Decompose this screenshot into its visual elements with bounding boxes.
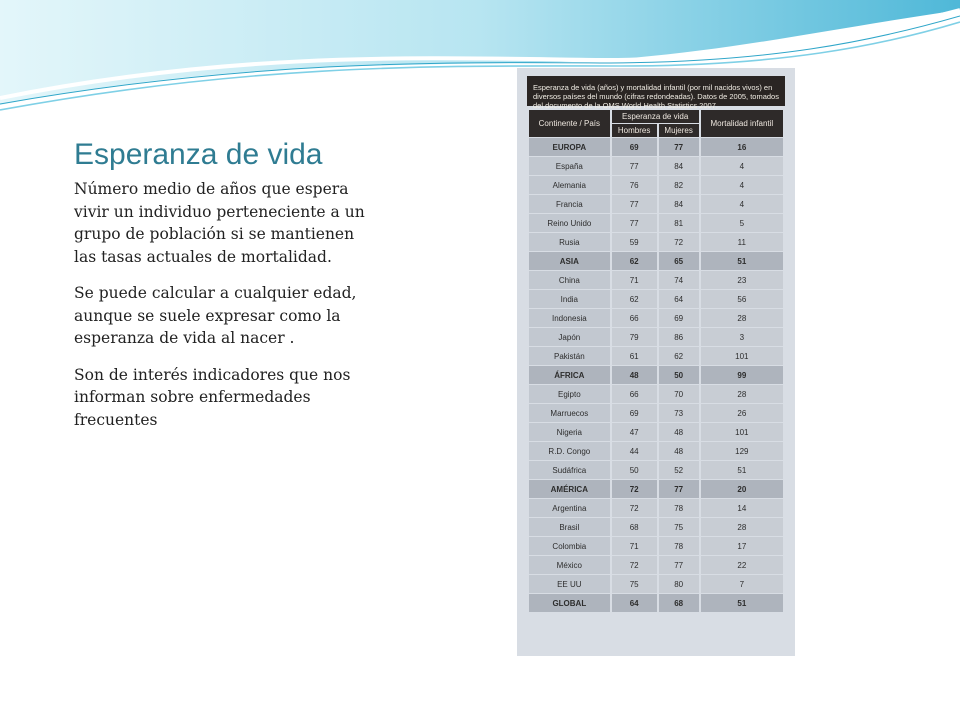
country-cell: EUROPA	[529, 138, 610, 156]
men-value: 66	[612, 309, 657, 327]
women-value: 84	[659, 195, 699, 213]
life-expectancy-table	[527, 109, 785, 613]
table-row	[529, 518, 783, 536]
table-row	[529, 442, 783, 460]
women-value: 78	[659, 499, 699, 517]
mortality-value: 28	[701, 518, 783, 536]
country-cell: Brasil	[529, 518, 610, 536]
women-value: 50	[659, 366, 699, 384]
header-wave-decoration	[0, 0, 960, 120]
women-value: 70	[659, 385, 699, 403]
mortality-value: 14	[701, 499, 783, 517]
slide-title: Esperanza de vida	[74, 138, 323, 171]
definition-paragraph: Número medio de años que espera vivir un individuo perteneciente a un grupo de población si se mantienen las tasas actuales de mortalidad.	[74, 180, 365, 266]
women-value: 77	[659, 138, 699, 156]
men-value: 72	[612, 556, 657, 574]
mortality-value: 28	[701, 385, 783, 403]
mortality-value: 101	[701, 423, 783, 441]
mortality-value: 26	[701, 404, 783, 422]
mortality-value: 51	[701, 594, 783, 612]
country-cell: Marruecos	[529, 404, 610, 422]
men-value: 69	[612, 138, 657, 156]
women-value: 82	[659, 176, 699, 194]
women-value: 78	[659, 537, 699, 555]
men-value: 64	[612, 594, 657, 612]
table-row	[529, 556, 783, 574]
country-cell: Colombia	[529, 537, 610, 555]
men-value: 68	[612, 518, 657, 536]
women-value: 77	[659, 480, 699, 498]
men-value: 62	[612, 290, 657, 308]
country-cell: India	[529, 290, 610, 308]
life-expectancy-header: Esperanza de vida	[612, 110, 699, 123]
table-row	[529, 176, 783, 194]
table-row	[529, 271, 783, 289]
men-value: 47	[612, 423, 657, 441]
mortality-value: 4	[701, 157, 783, 175]
country-cell: Nigeria	[529, 423, 610, 441]
infant-mortality-header: Mortalidad infantil	[701, 110, 783, 137]
men-value: 72	[612, 499, 657, 517]
women-value: 75	[659, 518, 699, 536]
mortality-value: 28	[701, 309, 783, 327]
table-row	[529, 366, 783, 384]
country-cell: España	[529, 157, 610, 175]
mortality-value: 20	[701, 480, 783, 498]
women-value: 62	[659, 347, 699, 365]
mortality-value: 7	[701, 575, 783, 593]
country-cell: Egipto	[529, 385, 610, 403]
country-cell: ÁFRICA	[529, 366, 610, 384]
men-value: 77	[612, 195, 657, 213]
table-row	[529, 404, 783, 422]
table-row	[529, 309, 783, 327]
table-photo	[517, 68, 795, 656]
mortality-value: 51	[701, 461, 783, 479]
women-value: 84	[659, 157, 699, 175]
men-value: 71	[612, 537, 657, 555]
country-cell: China	[529, 271, 610, 289]
country-cell: GLOBAL	[529, 594, 610, 612]
table-row	[529, 157, 783, 175]
mortality-value: 56	[701, 290, 783, 308]
table-row	[529, 385, 783, 403]
country-column-header: Continente / País	[529, 110, 610, 137]
men-value: 44	[612, 442, 657, 460]
country-cell: Indonesia	[529, 309, 610, 327]
mortality-value: 4	[701, 176, 783, 194]
table-row	[529, 214, 783, 232]
country-cell: AMÉRICA	[529, 480, 610, 498]
women-column-header: Mujeres	[659, 124, 699, 137]
table-row	[529, 233, 783, 251]
men-value: 61	[612, 347, 657, 365]
women-value: 64	[659, 290, 699, 308]
men-value: 59	[612, 233, 657, 251]
country-cell: ASIA	[529, 252, 610, 270]
table-caption: Esperanza de vida (años) y mortalidad infantil (por mil nacidos vivos) en diversos países del mundo (cifras redondeadas). Datos de 2005, tomados del documento de la OMS World Health Statistics 2007.	[527, 76, 785, 106]
country-cell: R.D. Congo	[529, 442, 610, 460]
table-row	[529, 575, 783, 593]
women-value: 81	[659, 214, 699, 232]
women-value: 77	[659, 556, 699, 574]
table-row	[529, 537, 783, 555]
table-row	[529, 138, 783, 156]
mortality-value: 51	[701, 252, 783, 270]
women-value: 48	[659, 442, 699, 460]
table-row	[529, 195, 783, 213]
country-cell: Argentina	[529, 499, 610, 517]
country-cell: Alemania	[529, 176, 610, 194]
women-value: 65	[659, 252, 699, 270]
calculation-paragraph: Se puede calcular a cualquier edad, aunque se suele expresar como la esperanza de vida al nacer .	[74, 284, 357, 347]
mortality-value: 101	[701, 347, 783, 365]
table-row	[529, 594, 783, 612]
women-value: 48	[659, 423, 699, 441]
country-cell: Japón	[529, 328, 610, 346]
table-row	[529, 461, 783, 479]
men-value: 66	[612, 385, 657, 403]
women-value: 68	[659, 594, 699, 612]
table-row	[529, 347, 783, 365]
mortality-value: 99	[701, 366, 783, 384]
mortality-value: 17	[701, 537, 783, 555]
men-value: 72	[612, 480, 657, 498]
country-cell: Pakistán	[529, 347, 610, 365]
men-value: 69	[612, 404, 657, 422]
table-row	[529, 328, 783, 346]
table-row	[529, 290, 783, 308]
indicators-paragraph: Son de interés indicadores que nos informan sobre enfermedades frecuentes	[74, 365, 351, 429]
country-cell: Sudáfrica	[529, 461, 610, 479]
women-value: 72	[659, 233, 699, 251]
women-value: 80	[659, 575, 699, 593]
men-value: 77	[612, 157, 657, 175]
women-value: 69	[659, 309, 699, 327]
mortality-value: 16	[701, 138, 783, 156]
men-value: 71	[612, 271, 657, 289]
women-value: 74	[659, 271, 699, 289]
country-cell: EE UU	[529, 575, 610, 593]
mortality-value: 11	[701, 233, 783, 251]
men-value: 77	[612, 214, 657, 232]
mortality-value: 23	[701, 271, 783, 289]
country-cell: Rusia	[529, 233, 610, 251]
country-cell: México	[529, 556, 610, 574]
women-value: 52	[659, 461, 699, 479]
men-column-header: Hombres	[612, 124, 657, 137]
slide-body	[74, 178, 374, 445]
table-row	[529, 499, 783, 517]
country-cell: Reino Unido	[529, 214, 610, 232]
mortality-value: 129	[701, 442, 783, 460]
women-value: 73	[659, 404, 699, 422]
mortality-value: 3	[701, 328, 783, 346]
women-value: 86	[659, 328, 699, 346]
country-cell: Francia	[529, 195, 610, 213]
table-row	[529, 423, 783, 441]
table-row	[529, 480, 783, 498]
table-row	[529, 252, 783, 270]
men-value: 50	[612, 461, 657, 479]
men-value: 75	[612, 575, 657, 593]
men-value: 48	[612, 366, 657, 384]
men-value: 76	[612, 176, 657, 194]
mortality-value: 22	[701, 556, 783, 574]
men-value: 79	[612, 328, 657, 346]
mortality-value: 4	[701, 195, 783, 213]
table-body	[529, 138, 783, 612]
mortality-value: 5	[701, 214, 783, 232]
men-value: 62	[612, 252, 657, 270]
